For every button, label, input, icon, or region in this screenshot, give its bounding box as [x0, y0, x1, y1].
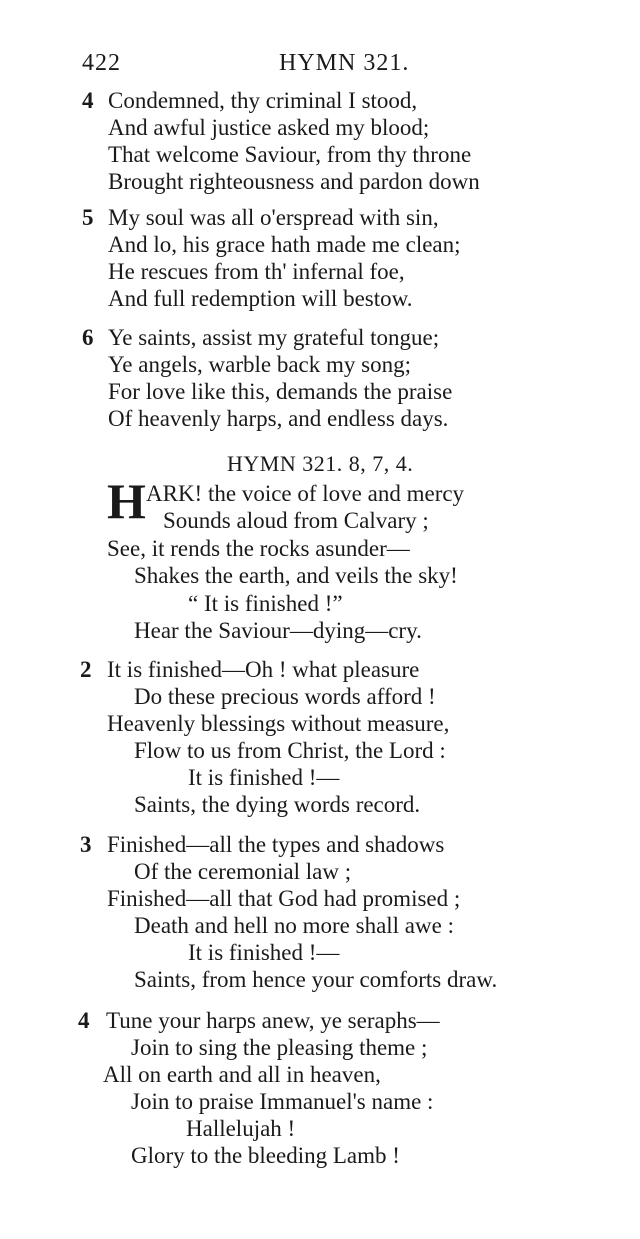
verse-line: Hallelujah !	[186, 1116, 296, 1141]
verse-line: Death and hell no more shall awe :	[134, 913, 454, 938]
verse-line: Saints, the dying words record.	[134, 792, 421, 817]
verse-line: Brought righteousness and pardon down	[108, 169, 480, 194]
verse-number: 4	[82, 88, 94, 113]
verse-line: Of heavenly harps, and endless days.	[108, 406, 449, 431]
verse-line: Finished—all that God had promised ;	[107, 886, 461, 911]
verse-line: And full redemption will bestow.	[108, 286, 413, 311]
verse-line: It is finished—Oh ! what pleasure	[107, 657, 420, 682]
running-title: HYMN 321.	[279, 50, 410, 76]
verse-line: Ye saints, assist my grateful tongue;	[108, 325, 440, 350]
verse-number: 5	[82, 205, 94, 230]
verse-number: 2	[80, 657, 92, 682]
verse-line: See, it rends the rocks asunder—	[107, 536, 410, 561]
verse-line: Flow to us from Christ, the Lord :	[134, 738, 446, 763]
verse-line: It is finished !—	[188, 940, 340, 965]
verse-line: Hear the Saviour—dying—cry.	[134, 618, 422, 643]
verse-line: He rescues from th' infernal foe,	[108, 259, 405, 284]
page-number: 422	[82, 50, 121, 76]
verse-line: ARK! the voice of love and mercy	[146, 481, 465, 506]
verse-line: Heavenly blessings without measure,	[107, 711, 450, 736]
verse-line: My soul was all o'erspread with sin,	[108, 205, 439, 230]
verse-line: Of the ceremonial law ;	[134, 859, 352, 884]
verse-line: Condemned, thy criminal I stood,	[108, 88, 418, 113]
verse-number: 3	[80, 832, 92, 857]
verse-line: That welcome Saviour, from thy throne	[108, 142, 472, 167]
verse-line: “ It is finished !”	[188, 591, 343, 616]
hymn-heading: HYMN 321. 8, 7, 4.	[227, 451, 414, 476]
verse-line: Finished—all the types and shadows	[107, 832, 445, 857]
verse-line: Ye angels, warble back my song;	[108, 352, 411, 377]
verse-line: Do these precious words afford !	[134, 684, 436, 709]
verse-line: Join to sing the pleasing theme ;	[131, 1035, 428, 1060]
verse-number: 4	[78, 1008, 90, 1033]
verse-line: Join to praise Immanuel's name :	[131, 1089, 434, 1114]
verse-line: And awful justice asked my blood;	[108, 115, 430, 140]
verse-line: Glory to the bleeding Lamb !	[131, 1143, 400, 1168]
verse-line: Sounds aloud from Calvary ;	[163, 508, 429, 533]
verse-line: It is finished !—	[188, 765, 340, 790]
verse-line: Tune your harps anew, ye seraphs—	[106, 1008, 440, 1033]
verse-line: Shakes the earth, and veils the sky!	[134, 563, 458, 588]
verse-line: And lo, his grace hath made me clean;	[108, 232, 461, 257]
drop-cap: H	[107, 473, 146, 529]
verse-line: All on earth and all in heaven,	[103, 1062, 381, 1087]
verse-line: Saints, from hence your comforts draw.	[134, 967, 498, 992]
verse-line: For love like this, demands the praise	[108, 379, 453, 404]
verse-number: 6	[82, 325, 94, 350]
